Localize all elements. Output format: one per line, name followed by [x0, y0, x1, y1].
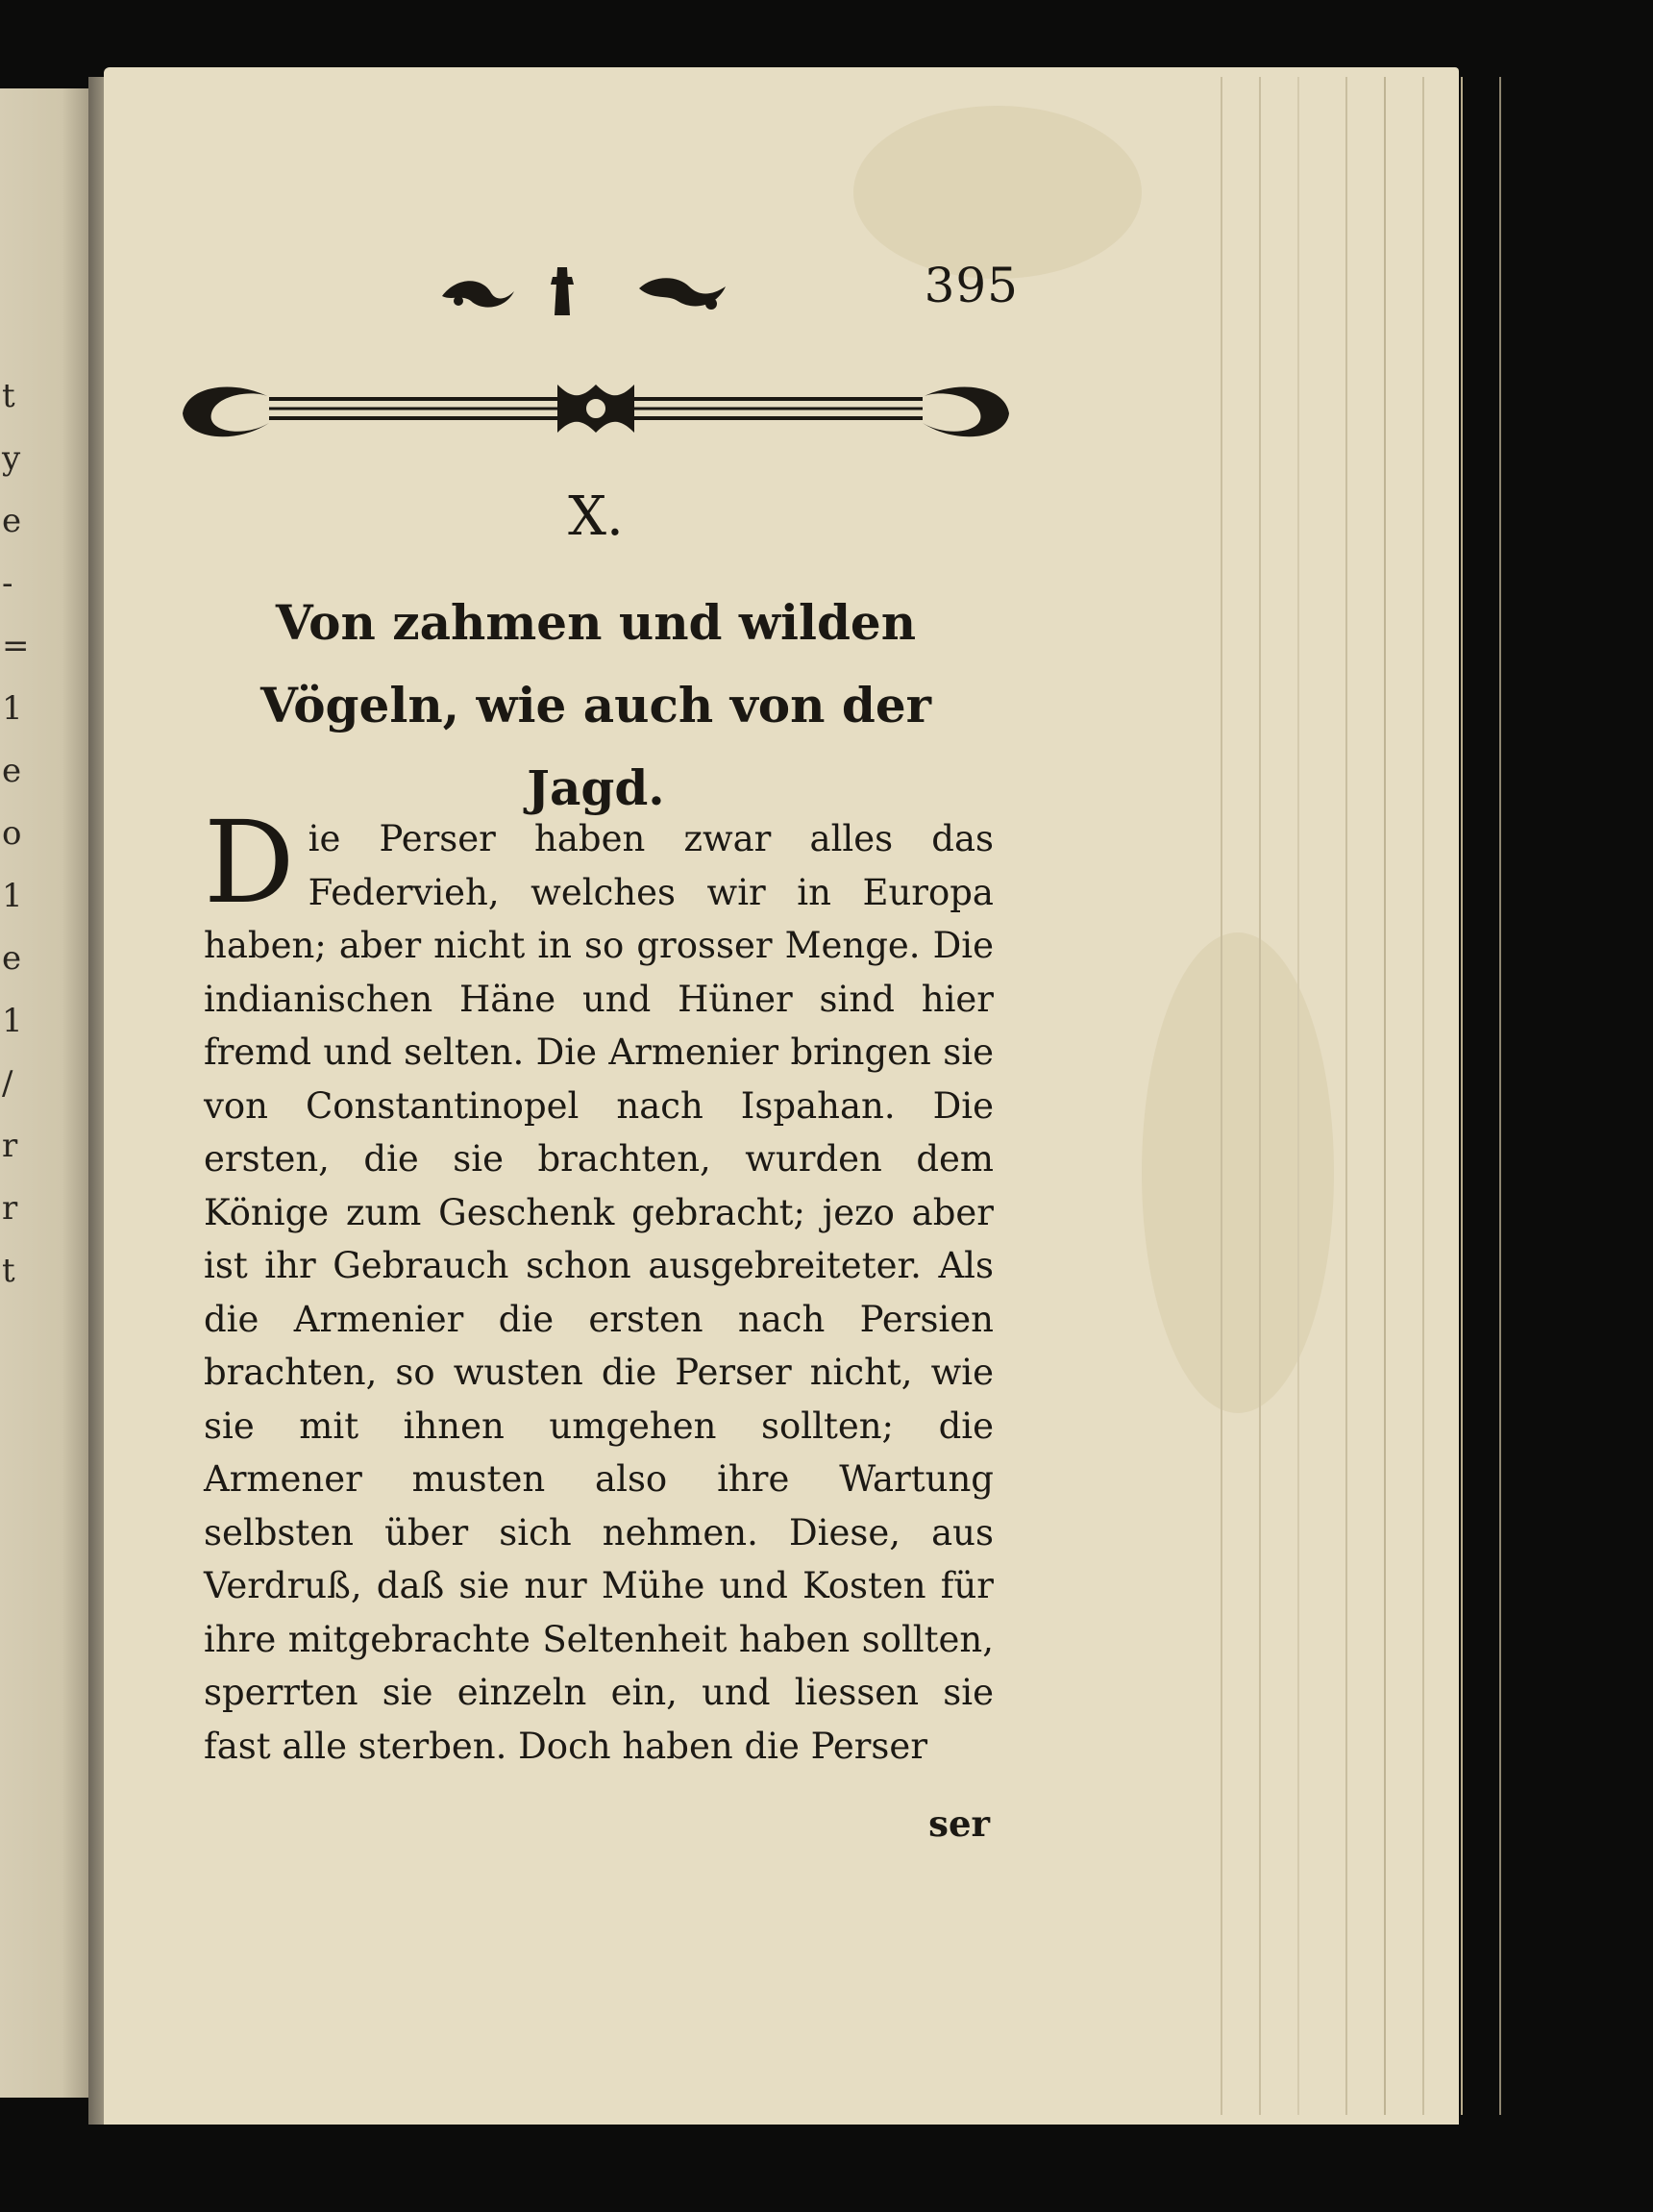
left-page-glyph: e	[2, 752, 22, 790]
left-page-glyph: r	[2, 1189, 18, 1228]
running-head	[437, 258, 1019, 325]
left-page-glyph: t	[2, 1252, 15, 1290]
page-edges-stack	[1201, 77, 1518, 2115]
chapter-title: Von zahmen und wilden Vögeln, wie auch von der Jagd.	[260, 594, 931, 816]
left-page-glyph: 1	[2, 1002, 23, 1040]
paper-stain	[853, 106, 1142, 279]
drop-cap: D	[204, 796, 295, 929]
left-page-edge	[0, 88, 88, 2098]
left-page-glyph: e	[2, 939, 22, 978]
left-page-glyph: r	[2, 1127, 18, 1165]
left-page-glyph: -	[2, 564, 13, 603]
left-page-glyph: y	[2, 439, 21, 478]
left-page-glyph: /	[2, 1064, 13, 1103]
left-page-glyph: =	[2, 627, 30, 665]
left-page-glyph-column	[0, 88, 30, 2098]
ornamental-rule-icon	[178, 370, 1014, 447]
left-page-glyph: 1	[2, 877, 23, 915]
left-page-glyph: e	[2, 502, 22, 540]
fleuron-ornament-icon	[437, 258, 754, 325]
chapter-numeral: X.	[568, 485, 624, 548]
catchword: ser	[928, 1802, 990, 1845]
body-text	[204, 796, 994, 1773]
left-page-glyph: o	[2, 814, 22, 853]
left-page-glyph: 1	[2, 689, 23, 728]
body-paragraph: ie Perser haben zwar alles das Federvieh, welches wir in Europa haben; aber nicht in so grosser Menge. Die indianischen Häne und Hüner sind hier fremd und selten. Die Armenier bringen sie von Constantinopel nach Ispahan. Die ersten, die sie brachten, wurden dem Könige zum Geschenk gebracht; jezo aber ist ihr Gebrauch schon ausgebreiteter. Als die Armenier die ersten nach Persien brachten, so wusten die Perser nicht, wie sie mit ihnen umgehen sollten; die Armener musten also ihre Wartung selbsten über sich nehmen. Diese, aus Verdruß, daß sie nur Mühe und Kosten für ihre mitgebrachte Seltenheit haben sollten, sperrten sie einzeln ein, und liessen sie fast alle sterben. Doch haben die Perser	[204, 818, 994, 1767]
page-number: 395	[924, 258, 1019, 313]
left-page-glyph: t	[2, 377, 15, 415]
